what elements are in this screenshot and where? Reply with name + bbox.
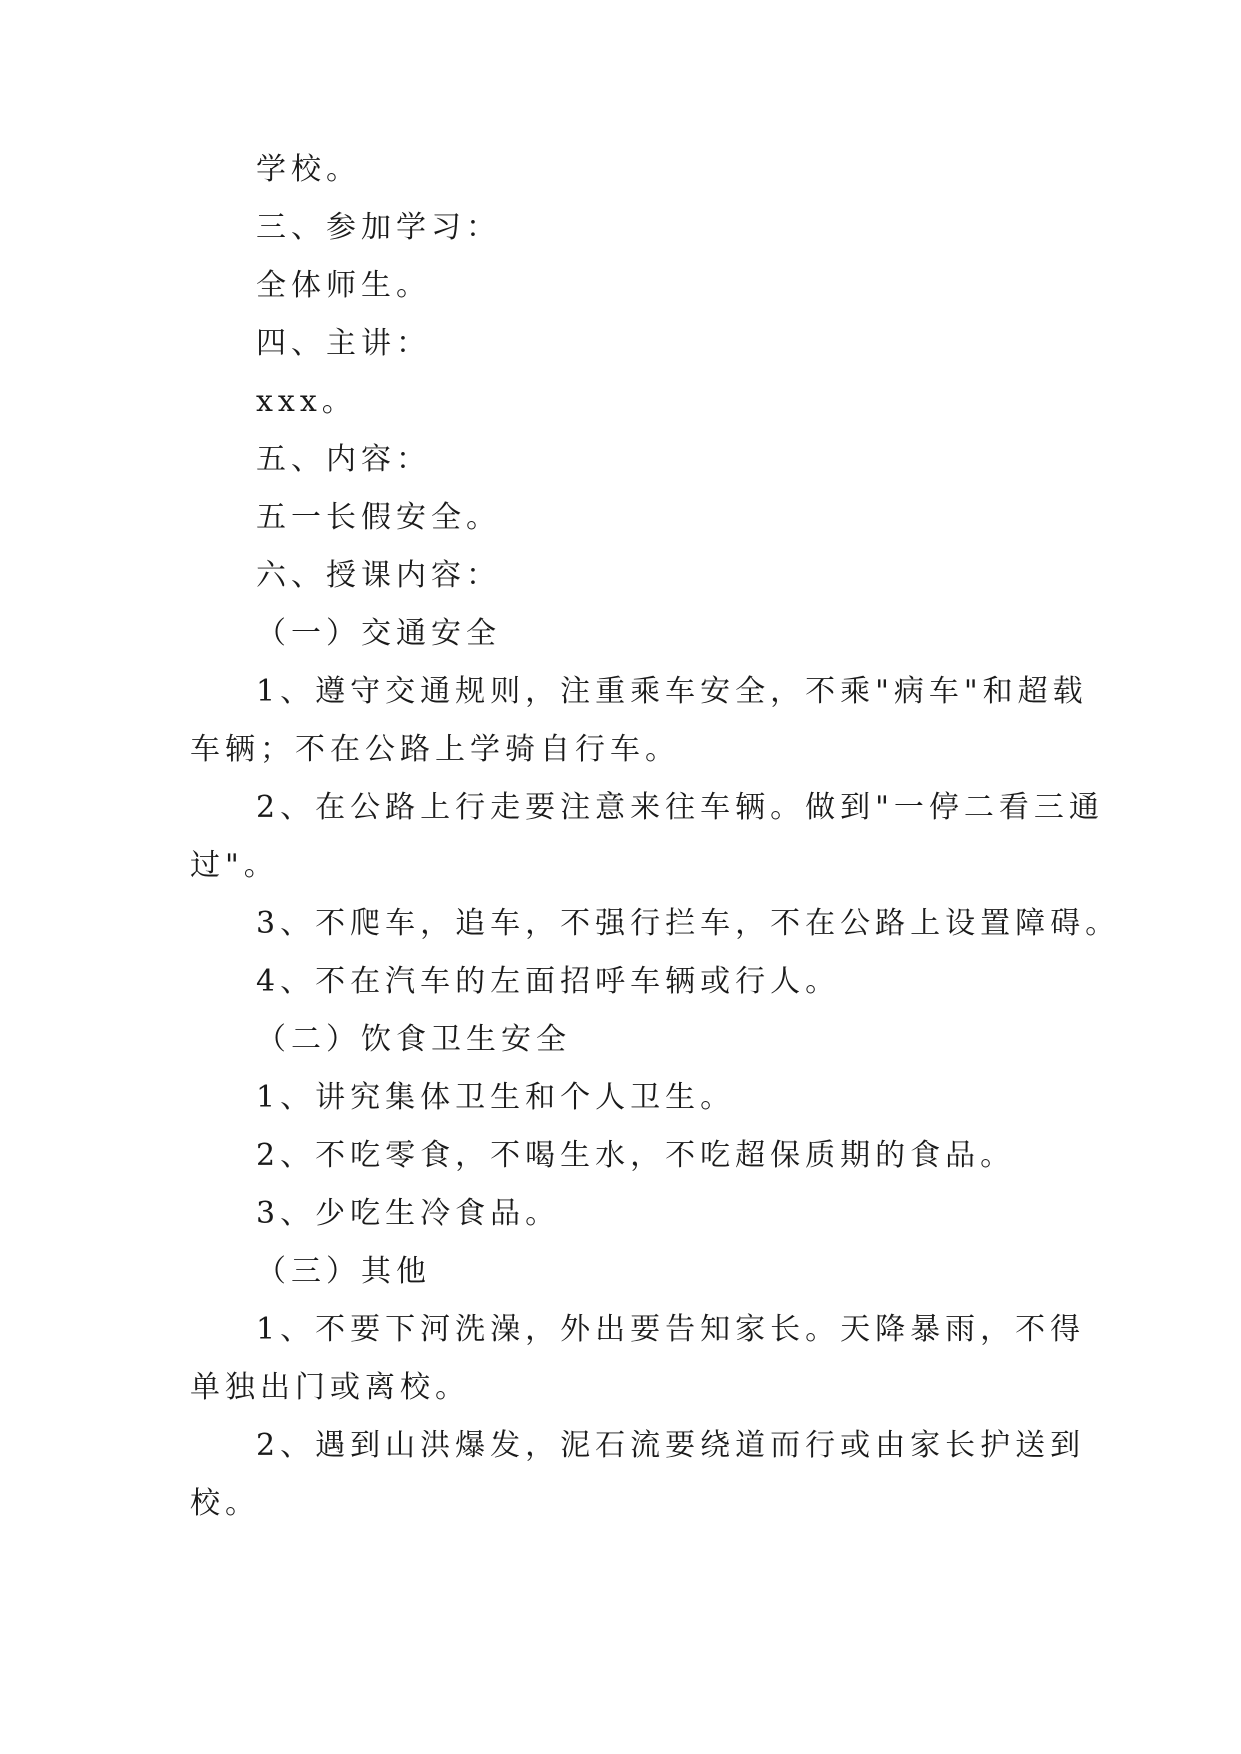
text-line: 1、讲究集体卫生和个人卫生。 <box>256 1080 736 1115</box>
text-line: 校。 <box>190 1486 260 1521</box>
text-line: 1、不要下河洗澡，外出要告知家长。天降暴雨，不得 <box>256 1312 1086 1347</box>
subsection-heading: （一）交通安全 <box>256 616 501 651</box>
text-line: 车辆；不在公路上学骑自行车。 <box>190 732 680 767</box>
section-heading: 六、授课内容： <box>256 558 501 593</box>
text-line: 2、在公路上行走要注意来往车辆。做到"一停二看三通 <box>256 790 1104 825</box>
text-line: 过"。 <box>190 848 279 883</box>
text-line: 学校。 <box>256 152 361 187</box>
text-line: 1、遵守交通规则，注重乘车安全，不乘"病车"和超载 <box>256 674 1088 709</box>
subsection-heading: （三）其他 <box>256 1254 431 1289</box>
text-line: 4、不在汽车的左面招呼车辆或行人。 <box>256 964 841 999</box>
text-line: 2、遇到山洪爆发，泥石流要绕道而行或由家长护送到 <box>256 1428 1086 1463</box>
text-line: 五一长假安全。 <box>256 500 501 535</box>
text-line: 全体师生。 <box>256 268 431 303</box>
text-line: 2、不吃零食，不喝生水，不吃超保质期的食品。 <box>256 1138 1016 1173</box>
text-line: xxx。 <box>256 384 357 419</box>
text-line: 3、少吃生冷食品。 <box>256 1196 561 1231</box>
text-line: 3、不爬车，追车，不强行拦车，不在公路上设置障碍。 <box>256 906 1121 941</box>
subsection-heading: （二）饮食卫生安全 <box>256 1022 571 1057</box>
section-heading: 五、内容： <box>256 442 431 477</box>
text-line: 单独出门或离校。 <box>190 1370 470 1405</box>
section-heading: 四、主讲： <box>256 326 431 361</box>
section-heading: 三、参加学习： <box>256 210 501 245</box>
